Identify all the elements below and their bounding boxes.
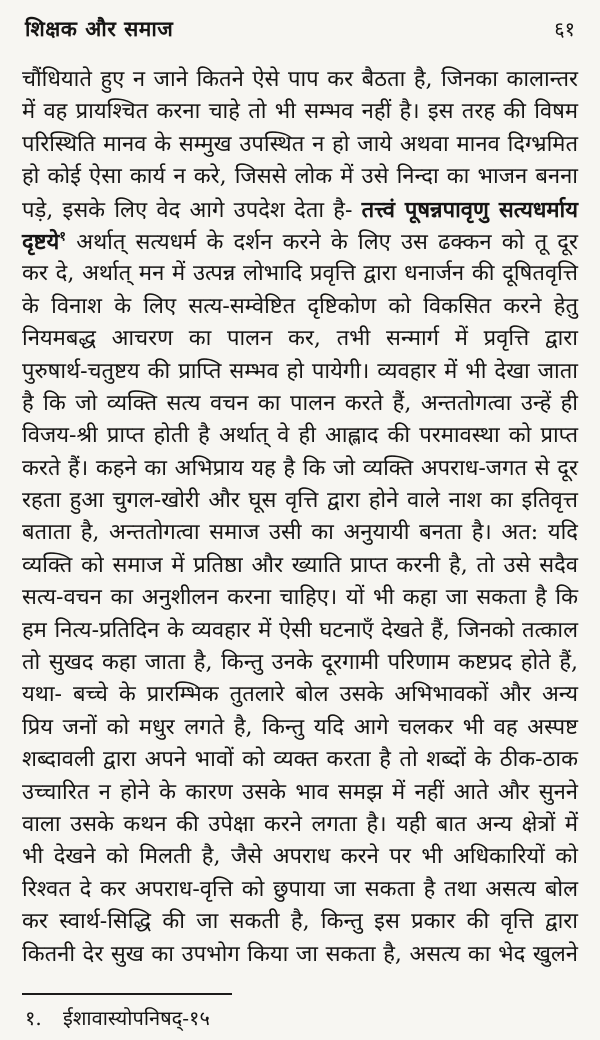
text-line [22,679,578,711]
text-segment: करते हैं। कहने का अभिप्राय यह है कि जो व्यक्ति अपराध-जगत से दूर [22,455,578,481]
text-line [22,809,578,841]
text-segment: वाला उसके कथन की उपेक्षा करने लगता है। यही बात अन्य क्षेत्रों में [22,811,578,837]
text-segment: प्रिय जनों को मधुर लगते है, किन्तु यदि आगे चलकर भी वह अस्पष्ट [22,714,578,740]
text-segment: परिस्थिति मानव के सम्मुख उपस्थित न हो जाये अथवा मानव दिग्भ्रमित [22,131,578,157]
text-line [22,582,578,614]
text-line [22,96,578,128]
text-segment: अर्थात् सत्यधर्म के दर्शन करने के लिए उस ढक्कन को तू दूर [66,229,578,255]
text-line [22,939,578,971]
text-line [22,485,578,517]
body-text [22,64,578,971]
text-segment: भी देखने को मिलती है, जैसे अपराध करने पर भी अधिकारियों को [22,844,578,870]
text-segment: नियमबद्ध आचरण का पालन कर, तभी सन्मार्ग में प्रवृत्ति द्वारा [22,326,578,352]
text-segment: पुरुषार्थ-चतुष्टय की प्राप्ति सम्भव हो पायेगी। व्यवहार में भी देखा जाता [22,358,578,384]
text-line [22,615,578,647]
running-header [25,15,575,43]
page-number: ६१ [554,17,575,41]
footnote-reference-mark: १ [59,229,67,245]
text-segment: चौंधियाते हुए न जाने कितने ऐसे पाप कर बैठता है, जिनका कालान्तर [22,67,578,92]
text-segment: शब्दावली द्वारा अपने भावों को व्यक्त करता है तो शब्दों के ठीक-ठाक [22,747,578,773]
text-line [22,420,578,452]
quote-segment: तत्त्वं पूषन्नपावृणु सत्यधर्माय [361,196,578,223]
text-segment: सत्य-वचन का अनुशीलन करना चाहिए। यों भी कहा जा सकता है कि [22,585,578,611]
text-line [22,453,578,485]
text-line [22,194,578,226]
text-segment: रिश्वत दे कर अपराध-वृत्ति को छुपाया जा सकता है तथा असत्य बोल [22,876,578,902]
text-segment: तो सुखद कहा जाता है, किन्तु उनके दूरगामी परिणाम कष्टप्रद होते हैं, [22,650,578,676]
text-line [22,744,578,776]
text-segment: उच्चारित न होने के कारण उसके भाव समझ में नहीं आते और सुनने [22,779,578,805]
footnote-marker: १. [25,1006,42,1030]
text-line [22,226,578,258]
text-segment: है कि जो व्यक्ति सत्य वचन का पालन करते हैं, अन्ततोगत्वा उन्हें ही [22,390,578,416]
text-segment: कर दे, अर्थात् मन में उत्पन्न लोभादि प्रवृत्ति द्वारा धनार्जन की दूषितवृत्ति [22,261,578,287]
text-segment: व्यक्ति को समाज में प्रतिष्ठा और ख्याति प्राप्त करनी है, तो उसे सदैव [22,552,578,578]
running-header-title: शिक्षक और समाज [25,16,174,41]
text-line [22,841,578,873]
text-line [22,323,578,355]
text-line [22,388,578,420]
text-line [22,291,578,323]
text-segment: कितनी देर सुख का उपभोग किया जा सकता है, असत्य का भेद खुलने [22,941,578,967]
text-line [22,550,578,582]
text-line [22,258,578,290]
text-line [22,129,578,161]
quote-segment: दृष्टये [22,228,60,255]
text-segment: कर स्वार्थ-सिद्धि की जा सकती है, किन्तु इस प्रकार की वृत्ति द्वारा [22,909,578,935]
text-segment: में वह प्रायश्चित करना चाहे तो भी सम्भव नहीं है। इस तरह की विषम [22,99,578,125]
text-segment: के विनाश के लिए सत्य-सम्वेष्टित दृष्टिकोण को विकसित करने हेतु [22,293,578,319]
text-segment: हो कोई ऐसा कार्य न करे, जिससे लोक में उसे निन्दा का भाजन बनना [22,164,578,190]
text-line [22,161,578,193]
text-line [22,517,578,549]
text-line [22,356,578,388]
footnote-text: ईशावास्योपनिषद्-१५ [63,1006,210,1030]
text-line [22,777,578,809]
text-segment: हम नित्य-प्रतिदिन के व्यवहार में ऐसी घटनाएँ देखते हैं, जिनको तत्काल [22,617,578,643]
text-segment: पड़े, इसके लिए वेद आगे उपदेश देता है- [22,197,362,223]
text-segment: यथा- बच्चे के प्रारम्भिक तुतलारे बोल उसके अभिभावकों और अन्य [22,682,578,708]
footnote-block [22,993,578,1031]
footnote-divider [22,993,232,995]
text-segment: बताता है, अन्ततोगत्वा समाज उसी का अनुयायी बनता है। अत: यदि [22,520,578,546]
text-segment: रहता हुआ चुगल-खोरी और घूस वृत्ति द्वारा होने वाले नाश का इतिवृत्त [22,488,578,514]
text-line [22,647,578,679]
text-line [22,712,578,744]
text-line [22,874,578,906]
text-line [22,906,578,938]
text-segment: विजय-श्री प्राप्त होती है अर्थात् वे ही आह्लाद की परमावस्था को प्राप्त [22,423,578,449]
footnote [22,1004,578,1031]
text-line [22,64,578,96]
